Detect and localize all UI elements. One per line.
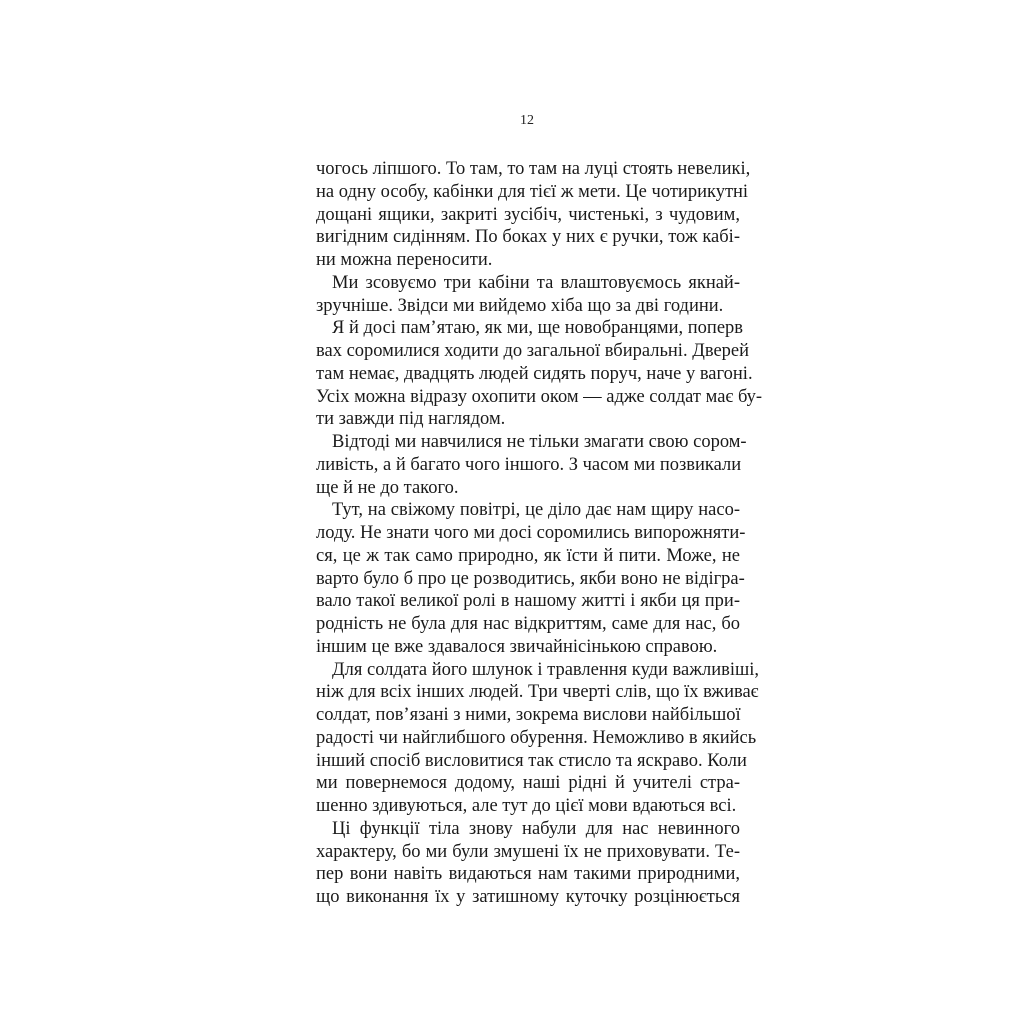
text-line: зручніше. Звідси ми вийдемо хіба що за дві години. xyxy=(316,295,724,316)
text-line: варто було б про це розводитись, якби воно не відігра- xyxy=(316,568,745,589)
text-line: чогось ліпшого. То там, то там на луці стоять невеликі, xyxy=(316,159,751,179)
text-line: пер вони навіть видаються нам такими природними, xyxy=(316,864,740,885)
text-line: вах соромилися ходити до загальної вбиральні. Дверей xyxy=(316,341,750,361)
text-line: Ці функції тіла знову набули для нас невинного xyxy=(332,818,740,839)
paragraph xyxy=(316,659,760,818)
text-line: ти завжди під наглядом. xyxy=(316,409,506,430)
text-line: Ми зсовуємо три кабіни та влаштовуємось якнай- xyxy=(332,272,740,293)
text-line: там немає, двадцять людей сидять поруч, наче у вагоні. xyxy=(316,363,753,384)
text-line: характеру, бо ми були змушені їх не приховувати. Те- xyxy=(316,841,740,862)
paragraph xyxy=(316,431,747,499)
text-line: шенно здивуються, але тут до цієї мови вдаються всі. xyxy=(316,796,737,816)
text-line: лоду. Не знати чого ми досі соромились випорожняти- xyxy=(316,523,746,543)
text-line: ми повернемося додому, наші рідні й учителі стра- xyxy=(316,773,740,794)
text-line: на одну особу, кабінки для тієї ж мети. Це чотирикутні xyxy=(316,181,749,202)
text-line: родність не була для нас відкриттям, саме для нас, бо xyxy=(316,614,740,634)
text-line: дощані ящики, закриті зусібіч, чистенькі, з чудовим, xyxy=(316,204,740,225)
text-line: ніж для всіх інших людей. Три чверті слів, що їх вживає xyxy=(316,682,759,703)
paragraph xyxy=(316,818,740,909)
text-line: ся, це ж так само природно, як їсти й пити. Може, не xyxy=(316,545,740,566)
text-line: ливість, а й багато чого іншого. З часом ми позвикали xyxy=(316,454,742,475)
text-line: що виконання їх у затишному куточку розцінюється xyxy=(316,887,740,907)
text-line: ни можна переносити. xyxy=(316,250,493,270)
text-line: Усіх можна відразу охопити оком — адже солдат має бу- xyxy=(316,386,763,407)
text-line: ще й не до такого. xyxy=(316,477,459,498)
text-line: вало такої великої ролі в нашому житті і якби ця при- xyxy=(316,591,740,612)
text-line: Відтоді ми навчилися не тільки змагати свою сором- xyxy=(332,432,747,452)
paragraph xyxy=(316,158,751,272)
text-line: інший спосіб висловитися так стисло та яскраво. Коли xyxy=(316,750,747,771)
body-text xyxy=(316,158,763,909)
text-line: Я й досі пам’ятаю, як ми, ще новобранцями, поперв xyxy=(332,318,744,339)
paragraph xyxy=(316,317,763,431)
paragraph xyxy=(316,272,740,318)
page-number: 12 xyxy=(520,113,534,128)
text-line: вигідним сидінням. По боках у них є ручки, тож кабі- xyxy=(316,227,740,248)
text-line: солдат, пов’язані з ними, зокрема вислови найбільшої xyxy=(316,705,741,725)
text-line: Для солдата його шлунок і травлення куди важливіші, xyxy=(332,659,760,680)
text-line: іншим це вже здавалося звичайнісінькою справою. xyxy=(316,636,718,657)
paragraph xyxy=(316,499,746,658)
text-line: Тут, на свіжому повітрі, це діло дає нам щиру насо- xyxy=(332,500,740,521)
text-line: радості чи найглибшого обурення. Неможливо в якийсь xyxy=(316,727,757,748)
